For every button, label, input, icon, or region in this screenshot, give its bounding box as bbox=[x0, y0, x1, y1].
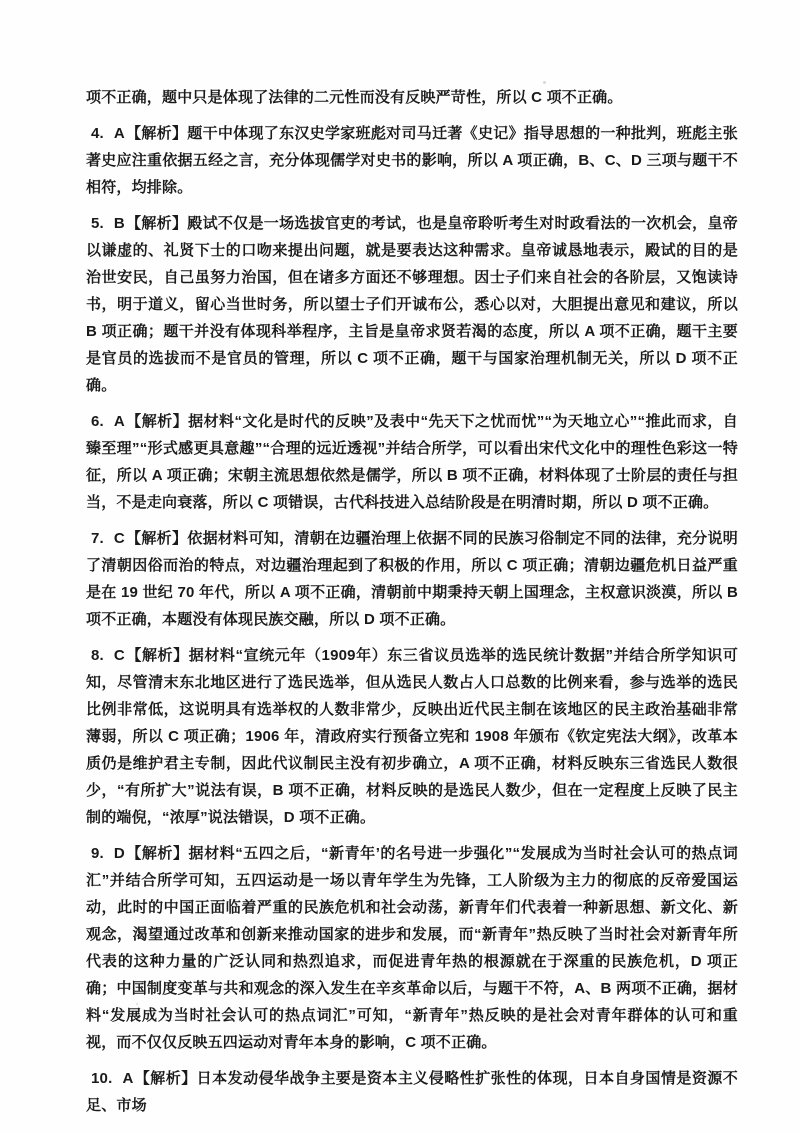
analysis-label: 【解析】 bbox=[125, 413, 189, 430]
item-number: 10. bbox=[91, 1070, 113, 1087]
item-answer: B bbox=[113, 215, 125, 232]
item-answer: A bbox=[113, 125, 125, 142]
item-text: 据材料“五四之后，“新青年’的名号进一步强化”“发展成为当时社会认可的热点词汇”并结合所学可知，五四运动是一场以青年学生为先锋，工人阶级为主力的彻底的反帝爱国运动，此时的中国正面临着严重的民族危机和社会动荡，新青年们代表着一种新思想、新文化、新观念，渴望通过改革和创新来推动国家的进步和发展，而“新青年”热反映了当时社会对新青年所代表的这种力量的广泛认同和热烈追求，而促进青年热的根源就在于深重的民族危机，D 项正确；中国制度变革与共和观念的深入发生在辛亥革命以后，与题干不符，A、B 两项不正确，据材料“发展成为当时社会认可的热点词汇”可知，“新青年”热反映的是社会对青年群体的认可和重视，而不仅仅反映五四运动对青年本身的影响，C 项不正确。 bbox=[86, 845, 738, 1051]
scan-artifact-speck bbox=[136, 1003, 138, 1005]
answer-item-9 bbox=[86, 840, 738, 1056]
item-text: 据材料“宣统元年（1909年）东三省议员选举的选民统计数据”并结合所学知识可知，尽管清末东北地区进行了选民选举，但从选民人数占人口总数的比例来看，参与选举的选民比例非常低，这说明具有选举权的人数非常少，反映出近代民主制在该地区的民主政治基础非常薄弱，所以 C 项正确；1906 年，清政府实行预备立宪和 1908 年颁布《钦定宪法大纲》，改革本质仍是维护君主专制，因此代议制民主没有初步确立，A 项不正确，材料反映东三省选民人数很少，“有所扩大”说法有误，B 项不正确，材料反映的是选民人数少，但在一定程度上反映了民主制的端倪，“浓厚”说法错误，D 项不正确。 bbox=[86, 647, 738, 826]
item-text: 日本发动侵华战争主要是资本主义侵略性扩张性的体现，日本自身国情是资源不足、市场 bbox=[86, 1070, 738, 1114]
answer-item-5 bbox=[86, 210, 738, 399]
item-number: 5. bbox=[91, 215, 104, 232]
analysis-label: 【解析】 bbox=[125, 530, 188, 547]
analysis-label: 【解析】 bbox=[125, 647, 189, 664]
continuation-paragraph bbox=[86, 84, 738, 111]
item-text: 殿试不仅是一场选拔官吏的考试，也是皇帝聆听考生对时政看法的一次机会，皇帝以谦虚的、礼贤下士的口吻来提出问题，就是要表达这种需求。皇帝诚恳地表示，殿试的目的是治世安民，自己虽努力治国，但在诸多方面还不够理想。因士子们来自社会的各阶层，又饱读诗书，明于道义，留心当世时务，所以望士子们开诚布公，悉心以对，大胆提出意见和建议，所以 B 项正确；题干并没有体现科举程序，主旨是皇帝求贤若渴的态度，所以 A 项不正确，题干主要是官员的选拔而不是官员的管理，所以 C 项不正确，题干与国家治理机制无关，所以 D 项不正确。 bbox=[86, 215, 738, 394]
item-text: 题干中体现了东汉史学家班彪对司马迁著《史记》指导思想的一种批判，班彪主张著史应注重依据五经之言，充分体现儒学对史书的影响，所以 A 项正确，B、C、D 三项与题干不相符，均排除。 bbox=[86, 125, 738, 196]
answer-item-4 bbox=[86, 120, 738, 201]
item-text: 据材料“文化是时代的反映”及表中“先天下之忧而忧”“为天地立心”“推此而求，自臻至理”“形式感更具意趣”“合理的远近透视”并结合所学，可以看出宋代文化中的理性色彩这一特征，所以 A 项正确；宋朝主流思想依然是儒学，所以 B 项不正确，材料体现了士阶层的责任与担当，不是走向衰落，所以 C 项错误，古代科技进入总结阶段是在明清时期，所以 D 项不正确。 bbox=[86, 413, 738, 511]
item-number: 8. bbox=[91, 647, 104, 664]
item-number: 6. bbox=[91, 413, 104, 430]
analysis-label: 【解析】 bbox=[125, 215, 188, 232]
item-answer: D bbox=[113, 845, 125, 862]
item-number: 4. bbox=[91, 125, 104, 142]
item-number: 7. bbox=[91, 530, 104, 547]
item-answer: A bbox=[122, 1070, 134, 1087]
answer-item-8 bbox=[86, 642, 738, 831]
item-answer: C bbox=[113, 647, 125, 664]
answer-item-6 bbox=[86, 408, 738, 516]
analysis-label: 【解析】 bbox=[125, 845, 189, 862]
analysis-label: 【解析】 bbox=[125, 125, 188, 142]
item-text: 依据材料可知，清朝在边疆治理上依据不同的民族习俗制定不同的法律，充分说明了清朝因俗而治的特点，对边疆治理起到了积极的作用，所以 C 项正确；清朝边疆危机日益严重是在 19 世纪 70 年代，所以 A 项不正确，清朝前中期秉持天朝上国理念，主权意识淡漠，所以 B 项不正确，本题没有体现民族交融，所以 D 项不正确。 bbox=[86, 530, 738, 628]
scan-artifact-speck bbox=[543, 81, 546, 84]
answer-item-7 bbox=[86, 525, 738, 633]
item-answer: C bbox=[113, 530, 125, 547]
analysis-label: 【解析】 bbox=[134, 1070, 197, 1087]
item-number: 9. bbox=[91, 845, 104, 862]
answer-item-10 bbox=[86, 1065, 738, 1119]
continuation-text: 项不正确，题中只是体现了法律的二元性而没有反映严苛性，所以 C 项不正确。 bbox=[86, 89, 623, 106]
item-answer: A bbox=[113, 413, 125, 430]
